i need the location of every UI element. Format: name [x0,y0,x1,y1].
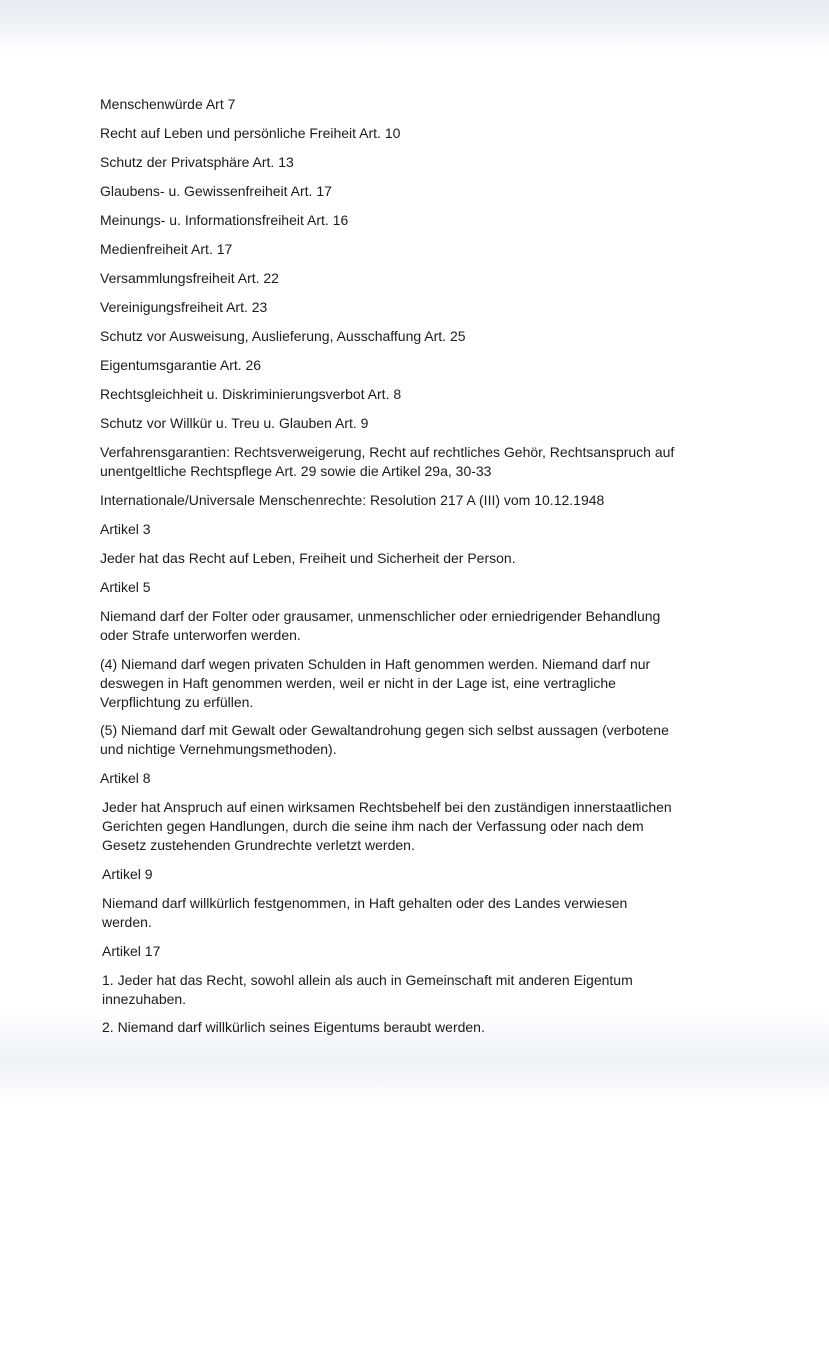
list-item: Schutz vor Willkür u. Treu u. Glauben Art. 9 [100,415,369,431]
list-item: Medienfreiheit Art. 17 [100,241,233,257]
article-text: Niemand darf willkürlich festgenommen, in Haft gehalten oder des Landes verwiesen werden. [102,895,628,930]
article-heading: Artikel 17 [102,943,161,959]
document-page [100,95,725,1037]
article-heading: Artikel 9 [102,866,153,882]
list-item: Rechtsgleichheit u. Diskriminierungsverbot Art. 8 [100,386,402,402]
article-heading: Artikel 3 [100,521,151,537]
list-item: Schutz der Privatsphäre Art. 13 [100,154,294,170]
list-item-verfahrensgarantien: Verfahrensgarantien: Rechtsverweigerung, Recht auf rechtliches Gehör, Rechtsanspruch auf unentgeltliche Rechtspflege Art. 29 sowie die Artikel 29a, 30-33 [100,444,675,479]
article-text: (5) Niemand darf mit Gewalt oder Gewaltandrohung gegen sich selbst aussagen (verbotene und nichtige Vernehmungsmethoden). [100,722,669,757]
article-text: Jeder hat Anspruch auf einen wirksamen Rechtsbehelf bei den zuständigen innerstaatlichen Gerichten gegen Handlungen, durch die seine ihm nach der Verfassung oder nach dem Gesetz zustehenden Grundrechte verletzt werden. [102,799,672,853]
list-item: Vereinigungsfreiheit Art. 23 [100,299,268,315]
article-text: Niemand darf der Folter oder grausamer, unmenschlicher oder erniedrigender Behandlung oder Strafe unterworfen werden. [100,608,661,643]
article-heading: Artikel 5 [100,579,151,595]
list-item: Glaubens- u. Gewissenfreiheit Art. 17 [100,183,332,199]
article-text: (4) Niemand darf wegen privaten Schulden in Haft genommen werden. Niemand darf nur deswegen in Haft genommen werden, weil er nicht in der Lage ist, eine vertragliche Verpflichtung zu erfüllen. [100,656,651,710]
article-text: Jeder hat das Recht auf Leben, Freiheit und Sicherheit der Person. [100,550,516,566]
section-heading-international: Internationale/Universale Menschenrechte: Resolution 217 A (III) vom 10.12.1948 [100,492,605,508]
article-text: 1. Jeder hat das Recht, sowohl allein als auch in Gemeinschaft mit anderen Eigentum innezuhaben. [102,972,633,1007]
article-text: 2. Niemand darf willkürlich seines Eigentums beraubt werden. [102,1019,485,1035]
article-heading: Artikel 8 [100,770,151,786]
scan-artifact-top [0,0,829,52]
list-item: Versammlungsfreiheit Art. 22 [100,270,279,286]
list-item: Recht auf Leben und persönliche Freiheit Art. 10 [100,125,401,141]
list-item: Schutz vor Ausweisung, Auslieferung, Ausschaffung Art. 25 [100,328,466,344]
heading-menschenwuerde: Menschenwürde Art 7 [100,96,236,112]
list-item: Eigentumsgarantie Art. 26 [100,357,262,373]
list-item: Meinungs- u. Informationsfreiheit Art. 16 [100,212,349,228]
